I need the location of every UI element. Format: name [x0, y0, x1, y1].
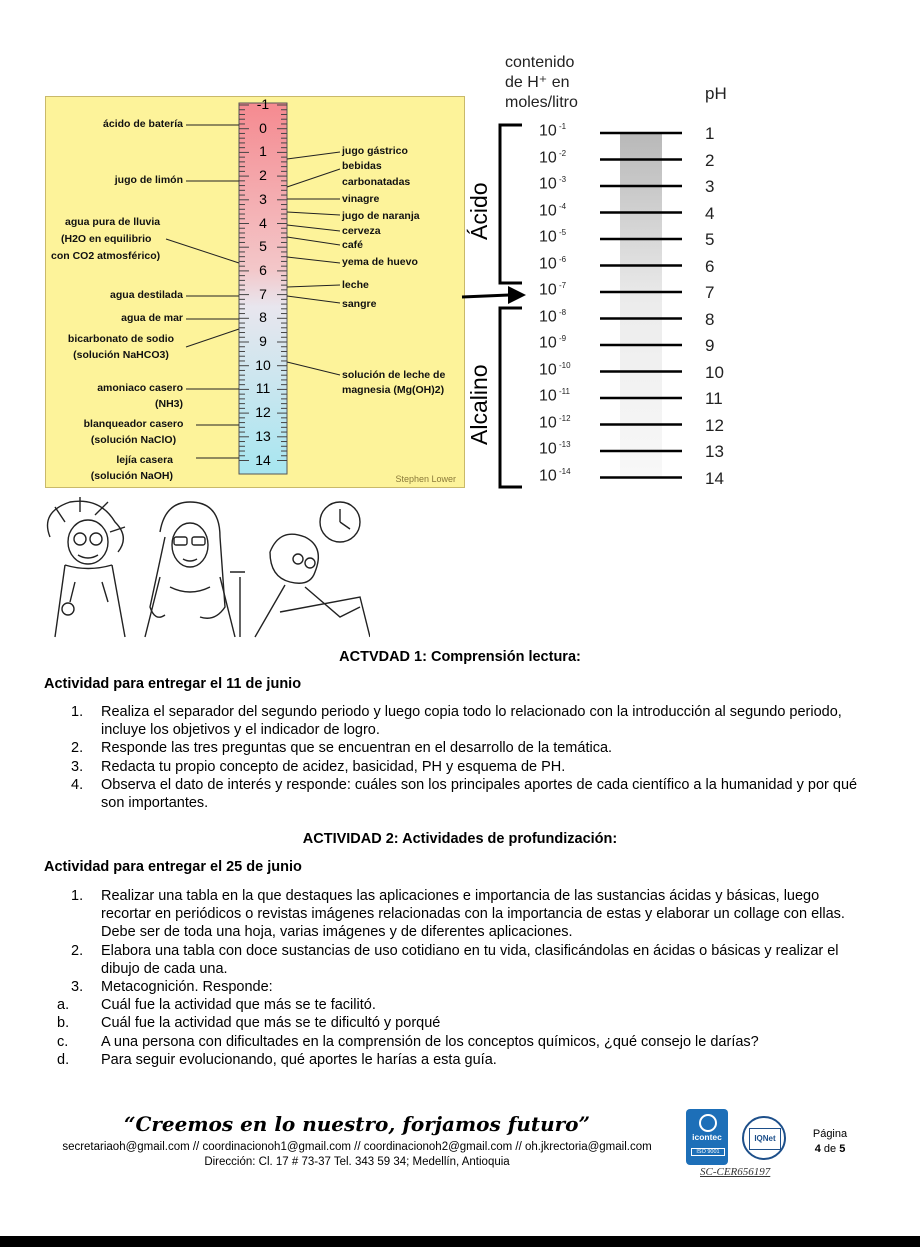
ph-value: 5 [705, 230, 715, 249]
label-lluvia-1: agua pura de lluvia [65, 216, 161, 228]
leader-line [186, 329, 239, 347]
ph-number: 7 [259, 285, 267, 302]
label-amoniaco-1: amoniaco casero [97, 382, 183, 394]
activity1-list [71, 703, 871, 812]
label-cafe: café [342, 239, 364, 251]
h-header-1: contenido [505, 54, 575, 71]
label-yema-huevo: yema de huevo [342, 256, 418, 268]
h-concentration: 10 $^{-7}$ [539, 281, 567, 299]
alkaline-bracket [500, 308, 522, 487]
ph-number: 14 [255, 451, 271, 468]
acid-label: Ácido [466, 182, 492, 240]
ph-value: 7 [705, 283, 715, 302]
neutral-arrow-shaft [462, 295, 510, 297]
activity2-title: ACTIVIDAD 2: Actividades de profundización: [302, 831, 618, 847]
page-indicator: Página 4 de 5 [812, 1128, 848, 1155]
label-bebidas-2: carbonatadas [342, 176, 411, 188]
ph-value: 6 [705, 256, 715, 276]
ph-header: pH [705, 84, 727, 103]
list-item: 2. Elabora una tabla con doce sustancias de uso cotidiano en tu vida, clasificándolas en ácidas o básicas y realizar el dibujo de cada una. [71, 942, 839, 977]
ph-number: -1 [256, 96, 270, 112]
alkaline-label: Alcalino [466, 364, 492, 445]
activity1-subtitle: Actividad para entregar el 11 de junio [44, 676, 302, 692]
list-item: 4. Observa el dato de interés y responde: cuáles son los principales aportes de cada científico a la humanidad y por qué son importantes. [71, 776, 858, 812]
h-concentration: 10 $^{-6}$ [539, 254, 567, 272]
figure-credit: Stephen Lower [395, 474, 456, 484]
school-motto: “Creemos en lo nuestro, forjamos futuro” [123, 1112, 591, 1136]
metacognition-sublist [57, 996, 871, 1069]
label-amoniaco-2: (NH3) [155, 398, 183, 410]
ph-number: 2 [259, 167, 267, 184]
label-leche: leche [342, 279, 369, 291]
label-jugo-gastrico: jugo gástrico [342, 145, 408, 157]
label-lluvia-3: con CO2 atmosférico) [51, 250, 161, 262]
label-bicarbonato-1: bicarbonato de sodio [67, 333, 175, 345]
certification-code: SC-CER656197 [700, 1166, 771, 1178]
label-jugo-naranja: jugo de naranja [342, 210, 420, 222]
h-concentration: 10 $^{-9}$ [539, 334, 567, 352]
h-concentration: 10 $^{-14}$ [539, 466, 571, 484]
acid-bracket [500, 125, 522, 283]
h-concentration: 10 $^{-2}$ [539, 148, 567, 166]
h-concentration: 10 $^{-5}$ [539, 228, 567, 246]
ph-value: 4 [705, 203, 715, 223]
ph-value: 9 [705, 336, 715, 355]
list-item: d. Para seguir evolucionando, qué aportes le harías a esta guía. [57, 1051, 497, 1068]
h-header-3: moles/litro [505, 94, 578, 111]
icontec-mark-icon [699, 1114, 717, 1132]
footer-bar [0, 1236, 920, 1247]
ph-value: 12 [705, 415, 724, 435]
ph-number: 4 [259, 214, 267, 231]
label-vinagre: vinagre [342, 193, 380, 205]
label-leche-magnesia-1: solución de leche de [342, 369, 446, 381]
h-concentration: 10 $^{-3}$ [539, 175, 567, 193]
leader-line [287, 225, 340, 231]
list-item: 3. Redacta tu propio concepto de acidez, basicidad, PH y esquema de PH. [71, 758, 566, 775]
leader-line [166, 239, 239, 263]
list-item: 1. Realiza el separador del segundo periodo y luego copia todo lo relacionado con la introducción al segundo periodo, incluye los objetivos y el indicador de logro. [71, 704, 842, 739]
label-jugo-limon: jugo de limón [114, 174, 183, 186]
ph-number: 6 [259, 261, 267, 278]
leader-line [287, 237, 340, 245]
activity1-title: ACTVDAD 1: Comprensión lectura: [339, 649, 581, 665]
label-acido-bateria: ácido de batería [103, 118, 183, 130]
h-concentration: 10 $^{-12}$ [539, 413, 571, 431]
h-header-2: de H⁺ en [505, 74, 570, 91]
ph-value: 1 [705, 124, 715, 143]
ph-value: 3 [705, 177, 715, 196]
ph-number: 8 [259, 309, 267, 326]
ph-number: 9 [259, 333, 267, 349]
ph-value: 11 [705, 389, 723, 408]
ph-value: 8 [705, 309, 715, 329]
leader-line [287, 169, 340, 187]
label-bicarbonato-2: (solución NaHCO3) [73, 349, 169, 361]
contact-emails: secretariaoh@gmail.com // coordinacionoh1@gmail.com // coordinacionoh2@gmail.com // oh.jkrectoria@gmail.com [62, 1141, 652, 1153]
ph-scale-figure [45, 96, 465, 488]
ph-number: 10 [255, 356, 271, 373]
label-cerveza: cerveza [342, 225, 381, 237]
ph-value: 13 [705, 442, 724, 461]
label-agua-mar: agua de mar [121, 312, 183, 324]
h-concentration: 10 $^{-11}$ [539, 387, 570, 405]
neutral-arrow-head [508, 286, 526, 304]
label-lluvia-2: (H2O en equilibrio [61, 233, 152, 245]
activity2-list [57, 887, 871, 1069]
leader-line [287, 296, 340, 303]
leader-line [287, 257, 340, 263]
leader-line [287, 152, 340, 159]
ph-number: 3 [259, 190, 267, 207]
label-blanqueador-1: blanqueador casero [83, 418, 184, 430]
label-blanqueador-2: (solución NaClO) [90, 434, 177, 446]
icontec-logo: icontec ISO 9001 [686, 1109, 728, 1165]
list-item: a. Cuál fue la actividad que más se te facilitó. [57, 997, 376, 1014]
activity2-subtitle: Actividad para entregar el 25 de junio [44, 859, 302, 875]
list-item: 3. Metacognición. Responde: a. Cuál fue la actividad que más se te facilitó. b. Cuál fue la actividad que más se te dificultó y porqué c. A una persona con dificultades en la comprensión de los conceptos químicos, ¿qué consejo le darías? d. Para seguir evolucionando, qué aportes le harías a esta guía. [101, 978, 871, 1069]
h-concentration: 10 $^{-13}$ [539, 440, 571, 458]
ph-value: 14 [705, 468, 724, 488]
leader-line [287, 362, 340, 375]
ph-number: 13 [255, 427, 271, 444]
ph-value: 2 [705, 150, 715, 170]
label-bebidas-1: bebidas [342, 160, 382, 172]
list-item: 1. Realizar una tabla en la que destaques las aplicaciones e importancia de las sustancias ácidas y básicas, luego recortar en periódicos o revistas imágenes relacionadas con la importancia de estas y elaborar un collage con ellas. Debe ser de toda una hoja, varias imágenes y de diferentes aplicaciones. [71, 888, 845, 941]
h-concentration: 10 $^{-10}$ [539, 360, 571, 378]
label-lejia-1: lejía casera [116, 454, 173, 466]
h-concentration: 10 $^{-8}$ [539, 307, 567, 325]
label-leche-magnesia-2: magnesia (Mg(OH)2) [342, 384, 445, 396]
list-item: c. A una persona con dificultades en la comprensión de los conceptos químicos, ¿qué consejo le darías? [57, 1033, 759, 1050]
label-sangre: sangre [342, 298, 377, 310]
scientist-hair [48, 501, 124, 552]
label-lejia-2: (solución NaOH) [90, 470, 173, 482]
ph-number: 1 [259, 143, 267, 160]
ph-number: 5 [259, 238, 267, 255]
leader-line [287, 285, 340, 287]
ph-number: 0 [259, 119, 267, 136]
list-item: b. Cuál fue la actividad que más se te dificultó y porqué [57, 1015, 441, 1032]
h-concentration: 10 $^{-4}$ [539, 201, 567, 219]
h-diagram-graphic [460, 115, 740, 495]
label-agua-destilada: agua destilada [110, 289, 183, 301]
leader-line [287, 212, 340, 215]
ph-number: 11 [255, 380, 271, 397]
students-cartoon [40, 497, 370, 642]
list-item: 2. Responde las tres preguntas que se encuentran en el desarrollo de la temática. [71, 740, 613, 757]
h-concentration: 10 $^{-1}$ [539, 122, 567, 140]
iqnet-logo: IQNet [742, 1116, 786, 1160]
ph-number: 12 [255, 404, 271, 421]
school-address: Dirección: Cl. 17 # 73-37 Tel. 343 59 34; Medellín, Antioquia [204, 1156, 510, 1168]
ph-value: 10 [705, 362, 724, 382]
